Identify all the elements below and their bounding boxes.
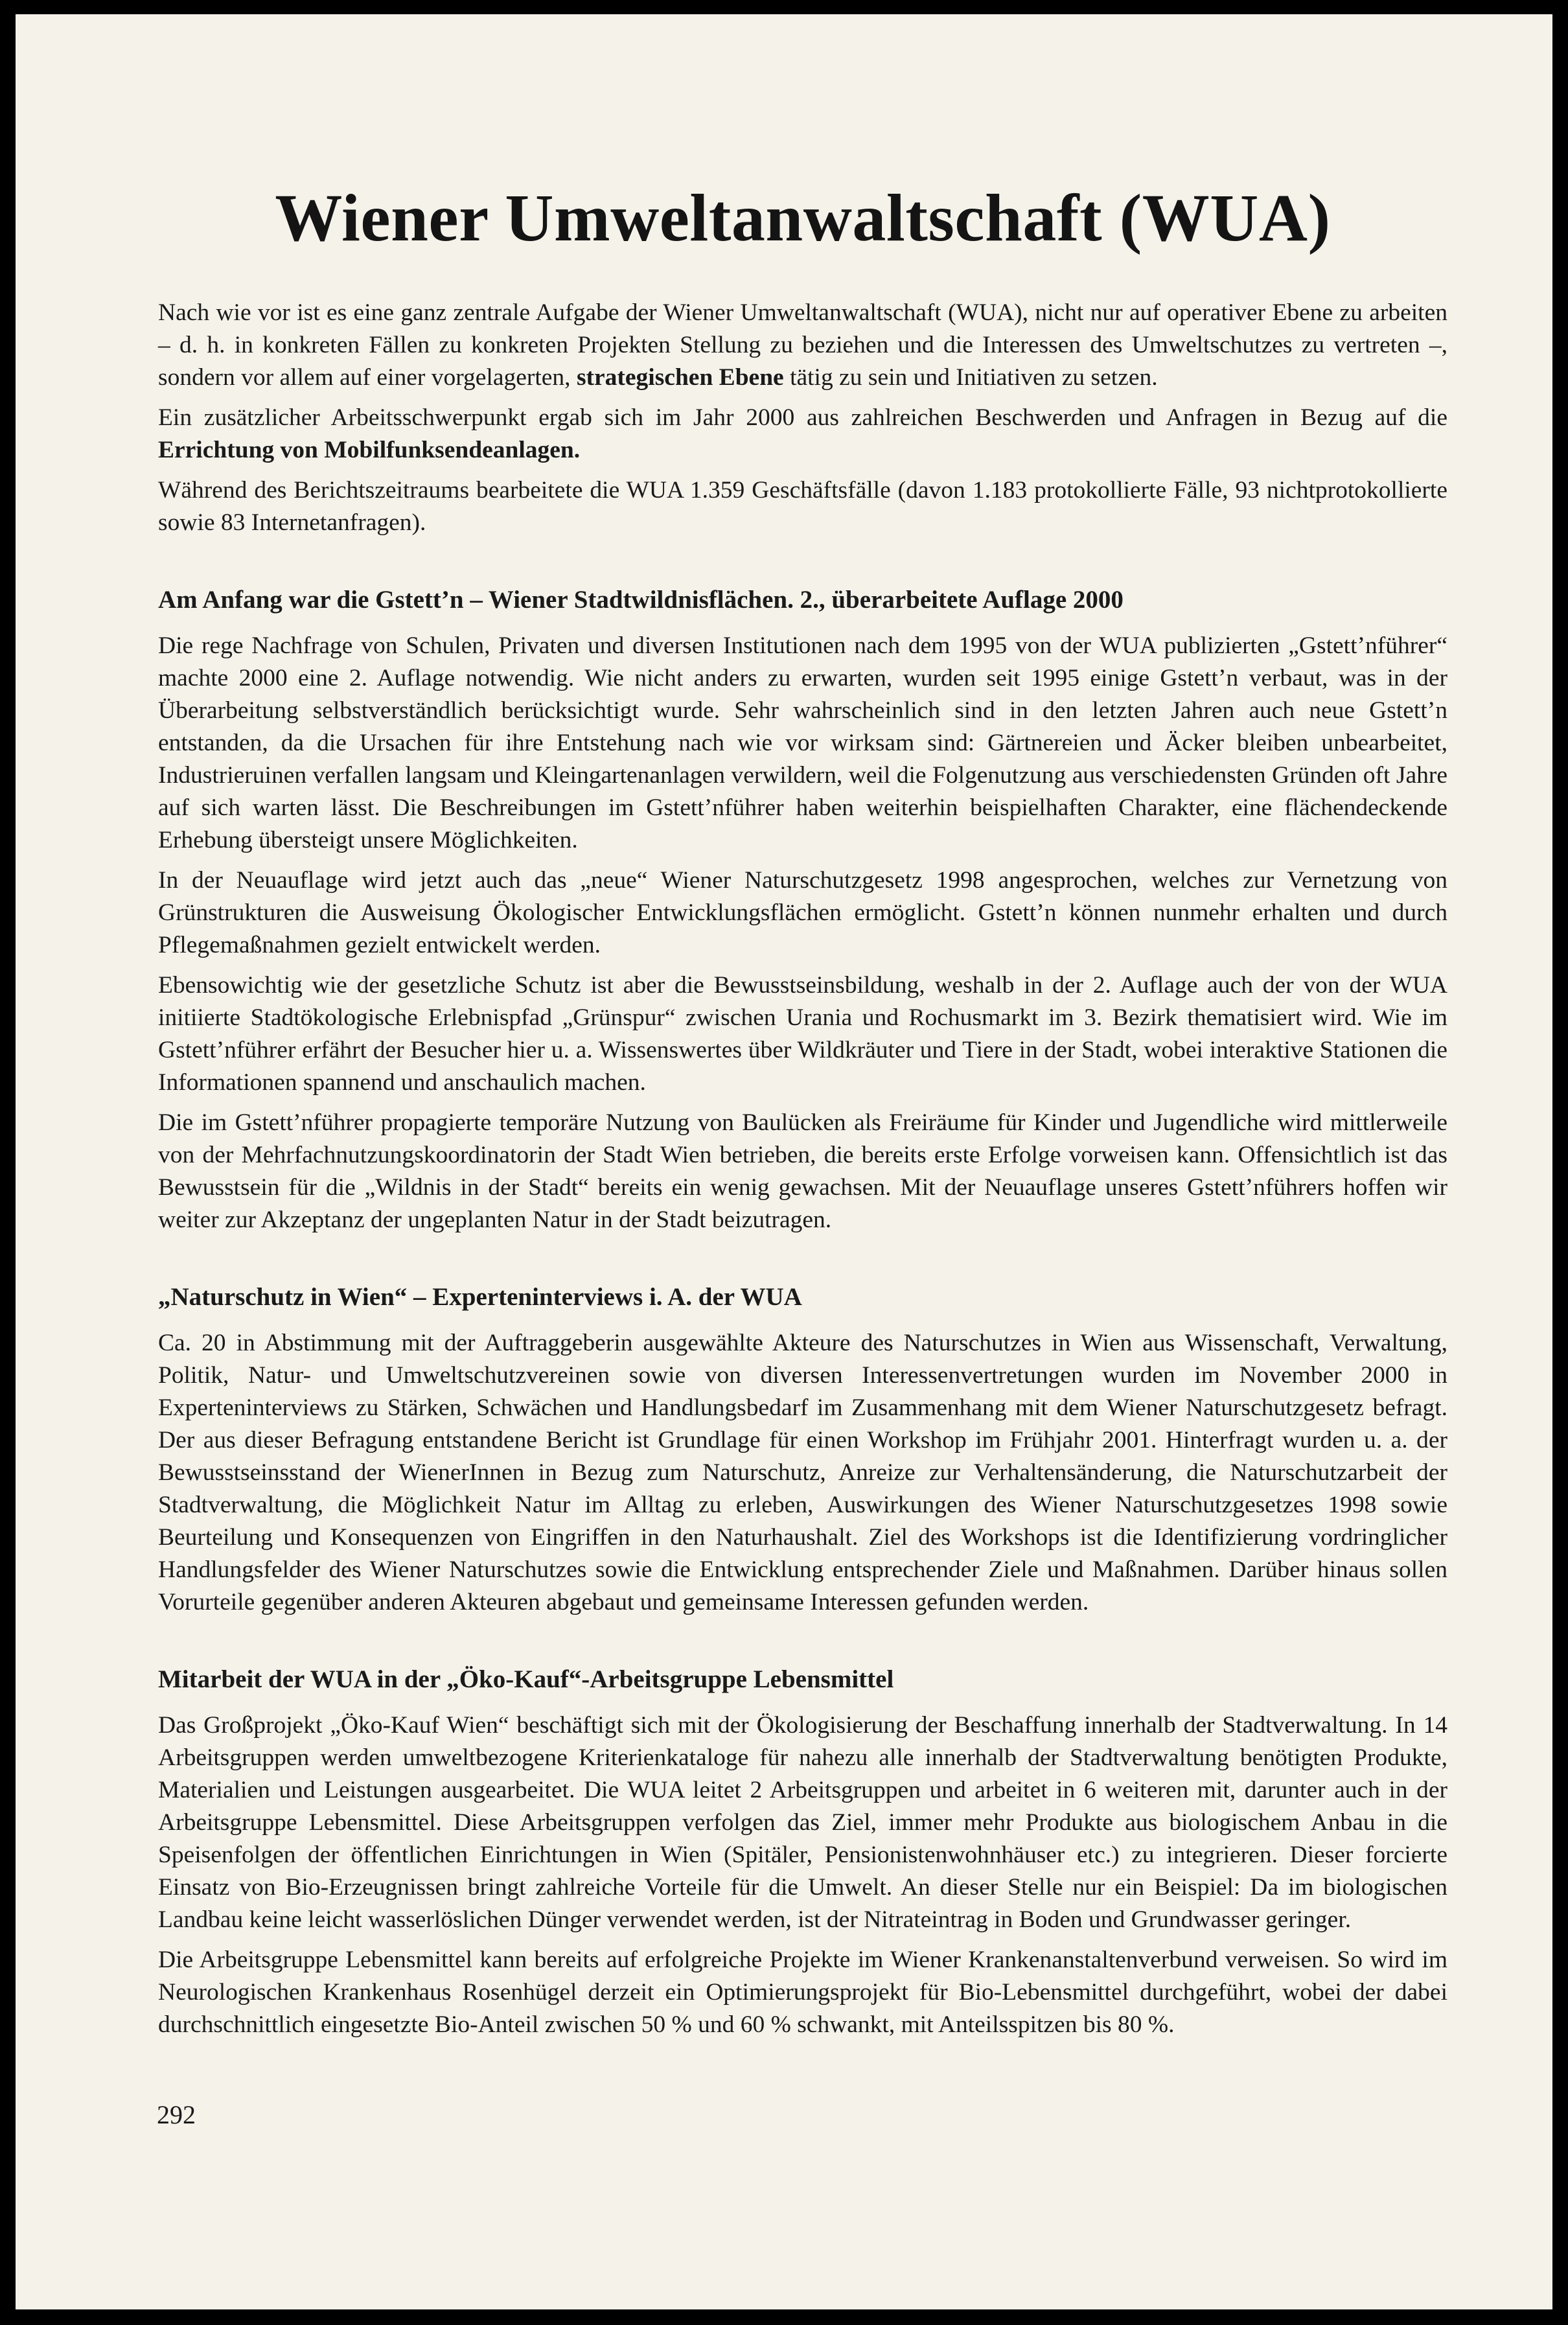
intro-paragraph-1-text-c: tätig zu sein und Initiativen zu setzen. <box>783 364 1158 391</box>
page-number: 292 <box>157 2100 196 2129</box>
intro-paragraph-2-text-a: Ein zusätzlicher Arbeitsschwerpunkt ergab sich im Jahr 2000 aus zahlreichen Beschwerden und Anfragen in Bezug auf die <box>158 404 1447 431</box>
section-gstettn-paragraph-4: Die im Gstett’nführer propagierte temporäre Nutzung von Baulücken als Freiräume für Kinder und Jugendliche wird mittlerweile von der Mehrfachnutzungskoordinatorin der Stadt Wien betrieben, die bereits erste Erfolge vorweisen kann. Offensichtlich ist das Bewusstsein für die „Wildnis in der Stadt“ bereits ein wenig gewachsen. Mit der Neuauflage unseres Gstett’nführers hoffen wir weiter zur Akzeptanz der ungeplanten Natur in der Stadt beizutragen. <box>158 1109 1447 1233</box>
section-oeko-kauf-paragraph-2: Die Arbeitsgruppe Lebensmittel kann bereits auf erfolgreiche Projekte im Wiener Krankenanstaltenverbund verweisen. So wird im Neurologischen Krankenhaus Rosenhügel derzeit ein Optimierungsprojekt für Bio-Lebensmittel durchgeführt, wobei der dabei durchschnittlich eingesetzte Bio-Anteil zwischen 50 % und 60 % schwankt, mit Anteilsspitzen bis 80 %. <box>158 1947 1447 2038</box>
page-title: Wiener Umweltanwaltschaft (WUA) <box>275 181 1331 255</box>
intro-paragraph-1 <box>158 297 1447 394</box>
intro-paragraph-3: Während des Berichtszeitraums bearbeitete die WUA 1.359 Geschäftsfälle (davon 1.183 protokollierte Fälle, 93 nichtprotokollierte sowie 83 Internetanfragen). <box>158 477 1447 536</box>
section-gstettn-paragraph-2: In der Neuauflage wird jetzt auch das „neue“ Wiener Naturschutzgesetz 1998 angesprochen, welches zur Vernetzung von Grünstrukturen die Ausweisung Ökologischer Entwicklungsflächen ermöglicht. Gstett’n können nunmehr erhalten und durch Pflegemaßnahmen gezielt entwickelt werden. <box>158 867 1447 958</box>
section-heading-gstettn: Am Anfang war die Gstett’n – Wiener Stadtwildnisflächen. 2., überarbeitete Auflage 2000 <box>158 586 1124 614</box>
section-heading-naturschutz: „Naturschutz in Wien“ – Experteninterviews i. A. der WUA <box>158 1283 802 1311</box>
section-heading-oeko-kauf: Mitarbeit der WUA in der „Öko-Kauf“-Arbeitsgruppe Lebensmittel <box>158 1665 894 1693</box>
page-content <box>158 179 1447 2049</box>
document-page <box>16 14 1552 2309</box>
section-gstettn-paragraph-3: Ebensowichtig wie der gesetzliche Schutz ist aber die Bewusstseinsbildung, weshalb in der 2. Auflage auch der von der WUA initiierte Stadtökologische Erlebnispfad „Grünspur“ zwischen Urania und Rochusmarkt im 3. Bezirk thematisiert wird. Wie im Gstett’nführer erfährt der Besucher hier u. a. Wissenswertes über Wildkräuter und Tiere in der Stadt, wobei interaktive Stationen die Informationen spannend und anschaulich machen. <box>158 972 1447 1096</box>
intro-paragraph-2 <box>158 402 1447 467</box>
section-oeko-kauf-paragraph-1: Das Großprojekt „Öko-Kauf Wien“ beschäftigt sich mit der Ökologisierung der Beschaffung innerhalb der Stadtverwaltung. In 14 Arbeitsgruppen werden umweltbezogene Kriterienkataloge für nahezu alle innerhalb der Stadtverwaltung benötigten Produkte, Materialien und Leistungen ausgearbeitet. Die WUA leitet 2 Arbeitsgruppen und arbeitet in 6 weiteren mit, darunter auch in der Arbeitsgruppe Lebensmittel. Diese Arbeitsgruppen verfolgen das Ziel, immer mehr Produkte aus biologischem Anbau in die Speisenfolgen der öffentlichen Einrichtungen in Wien (Spitäler, Pensionistenwohnhäuser etc.) zu integrieren. Dieser forcierte Einsatz von Bio-Erzeugnissen bringt zahlreiche Vorteile für die Umwelt. An dieser Stelle nur ein Beispiel: Da im biologischen Landbau keine leicht wasserlöslichen Dünger verwendet werden, ist der Nitrateintrag in Boden und Grundwasser geringer. <box>158 1712 1447 1933</box>
section-naturschutz-paragraph-1: Ca. 20 in Abstimmung mit der Auftraggeberin ausgewählte Akteure des Naturschutzes in Wien aus Wissenschaft, Verwaltung, Politik, Natur- und Umweltschutzvereinen sowie von diversen Interessenvertretungen wurden im November 2000 in Experteninterviews zu Stärken, Schwächen und Handlungsbedarf im Zusammenhang mit dem Wiener Naturschutzgesetz befragt. Der aus dieser Befragung entstandene Bericht ist Grundlage für einen Workshop im Frühjahr 2001. Hinterfragt wurden u. a. der Bewusstseinsstand der WienerInnen in Bezug zum Naturschutz, Anreize zur Verhaltensänderung, die Naturschutzarbeit der Stadtverwaltung, die Möglichkeit Natur im Alltag zu erleben, Auswirkungen des Wiener Naturschutzgesetzes 1998 sowie Beurteilung und Konsequenzen von Eingriffen in den Naturhaushalt. Ziel des Workshops ist die Identifizierung vordringlicher Handlungsfelder des Wiener Naturschutzes sowie die Entwicklung entsprechender Ziele und Maßnahmen. Darüber hinaus sollen Vorurteile gegenüber anderen Akteuren abgebaut und gemeinsame Interessen gefunden werden. <box>158 1330 1447 1615</box>
intro-paragraph-1-text-a: Nach wie vor ist es eine ganz zentrale Aufgabe der Wiener Umweltanwaltschaft (WUA), nicht nur auf operativer Ebene zu arbeiten – d. h. in konkreten Fällen zu konkreten Projekten Stellung zu beziehen und die Interessen des Umweltschutzes zu vertreten –, sondern vor allem auf einer vorgelagerten, <box>158 299 1447 391</box>
intro-paragraph-2-bold: Errichtung von Mobilfunksendeanlagen. <box>158 437 581 463</box>
intro-paragraph-1-bold: strategischen Ebene <box>576 364 784 391</box>
section-gstettn-paragraph-1: Die rege Nachfrage von Schulen, Privaten und diversen Institutionen nach dem 1995 von der WUA publizierten „Gstett’nführer“ machte 2000 eine 2. Auflage notwendig. Wie nicht anders zu erwarten, wurden seit 1995 einige Gstett’n verbaut, was in der Überarbeitung selbstverständlich berücksichtigt wurde. Sehr wahrscheinlich sind in den letzten Jahren auch neue Gstett’n entstanden, da die Ursachen für ihre Entstehung nach wie vor wirksam sind: Gärtnereien und Äcker bleiben unbearbeitet, Industrieruinen verfallen langsam und Kleingartenanlagen verwildern, weil die Folgenutzung aus verschiedensten Gründen oft Jahre auf sich warten lässt. Die Beschreibungen im Gstett’nführer haben weiterhin beispielhaften Charakter, eine flächendeckende Erhebung übersteigt unsere Möglichkeiten. <box>158 632 1447 853</box>
